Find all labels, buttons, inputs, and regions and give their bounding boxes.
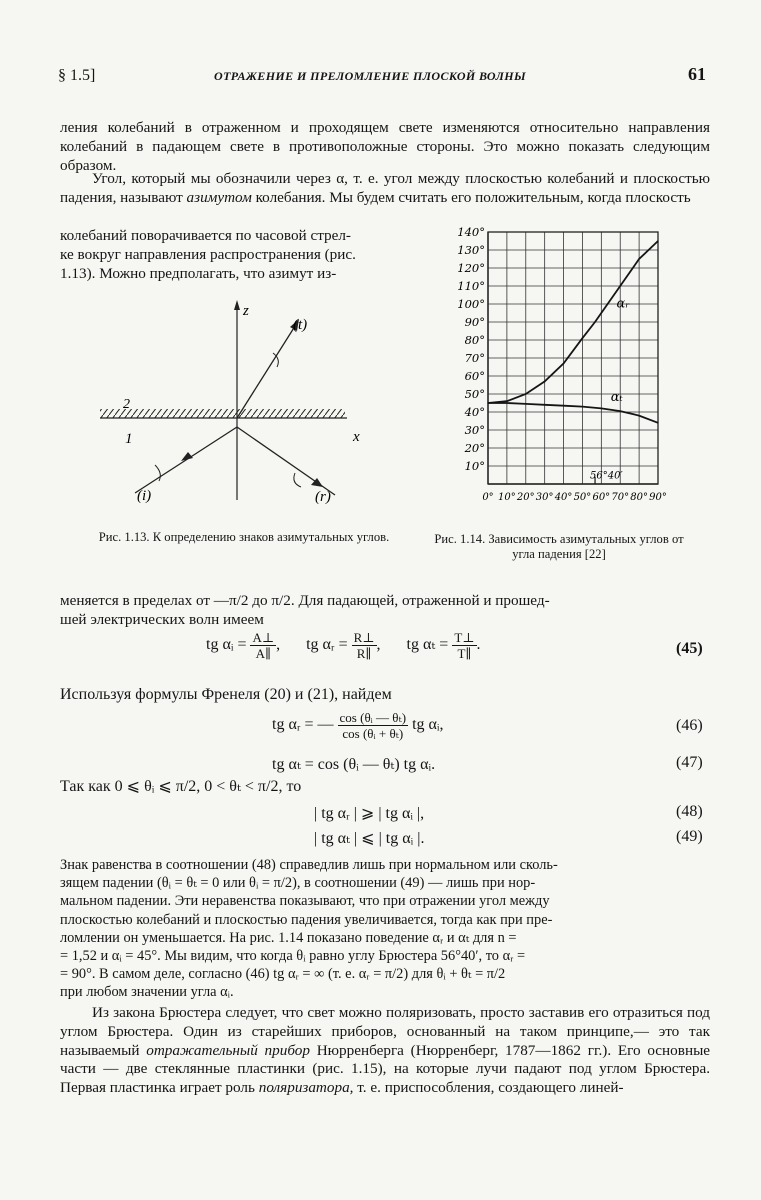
series-point	[639, 258, 640, 259]
series-point	[544, 404, 545, 405]
y-tick-label: 130°	[457, 243, 485, 257]
series-label-alpha-r: αᵣ	[616, 296, 630, 312]
eq46-rhs: tg αᵢ,	[412, 716, 444, 734]
running-title: ОТРАЖЕНИЕ И ПРЕЛОМЛЕНИЕ ПЛОСКОЙ ВОЛНЫ	[214, 69, 527, 83]
label-medium-2: 2	[123, 397, 130, 412]
label-x: x	[353, 429, 360, 445]
paragraph-3-line: шей электрических волн имеем	[60, 610, 264, 628]
paragraph-7-c: т. е. приспособления, создающего линей-	[357, 1079, 624, 1097]
eq45-den-r: R∥	[356, 646, 372, 661]
x-tick-label: 20°	[516, 492, 535, 503]
eq45-den-t: T∥	[457, 646, 472, 661]
y-tick-label: 60°	[464, 369, 485, 383]
series-point	[594, 321, 595, 322]
section-number: § 1.5]	[58, 67, 96, 84]
series-point	[487, 402, 488, 403]
series-point	[563, 405, 564, 406]
side-line: 1.13). Можно предполагать, что азимут из-	[60, 264, 337, 282]
paragraph-1: ления колебаний в отраженном и проходящем свете изменяются относительно направления колебаний в падающем свете в противоположные стороны. Это можно показать следующим образом.	[60, 119, 710, 174]
term-azimuth: азимутом	[186, 188, 252, 206]
paragraph-3	[60, 592, 710, 630]
series-point	[639, 415, 640, 416]
label-ray-i: (i)	[137, 488, 152, 504]
x-tick-label: 60°	[592, 492, 611, 503]
series-point	[563, 363, 564, 364]
paragraph-6-line: при любом значении угла αᵢ.	[60, 984, 234, 1001]
paragraph-6-line: ломлении он уменьшается. На рис. 1.14 показано поведение αᵣ и αₜ для n =	[60, 929, 517, 946]
eq46-den: cos (θᵢ + θₜ)	[342, 726, 404, 741]
series-point	[657, 240, 658, 241]
transmitted-ray	[237, 323, 297, 418]
equation-48: | tg αᵣ | ⩾ | tg αᵢ |,	[314, 805, 425, 822]
eq45-num-r: R⊥	[353, 630, 375, 645]
eq45-num-i: A⊥	[252, 630, 275, 645]
series-point	[582, 338, 583, 339]
y-tick-label: 120°	[457, 261, 485, 275]
y-tick-label: 30°	[464, 423, 485, 437]
paragraph-2-start: Угол, который мы обозначили через α, т. е. угол между плоскостью колебаний и плоскостью падения, называют	[60, 170, 710, 206]
series-point	[544, 381, 545, 382]
paragraph-2-end: колебания. Мы будем считать его положительным, когда плоскость	[255, 188, 691, 206]
brewster-annotation: 56°40′	[590, 470, 623, 482]
equation-45-tag: (45)	[676, 640, 703, 657]
x-tick-label: 40°	[554, 492, 573, 503]
eq46-num: cos (θᵢ — θₜ)	[339, 710, 407, 725]
series-point	[525, 393, 526, 394]
paragraph-7-b: Нюрренберга (Нюрренберг, 1787—1862 гг.). Его основные части — две стеклянные пластинки (рис. 1.15), на которые лучи падают под углом Брюстера. Первая пластинка играет роль	[60, 1041, 711, 1097]
label-ray-r: (r)	[315, 489, 331, 505]
paragraph-4: Используя формулы Френеля (20) и (21), найдем	[60, 686, 392, 703]
series-point	[525, 403, 526, 404]
side-text	[60, 227, 448, 283]
term-reflecting-device: отражательный прибор	[146, 1041, 310, 1059]
figure-1-13	[85, 295, 385, 520]
label-medium-1: 1	[125, 431, 133, 447]
series-point	[506, 401, 507, 402]
eq45-sep-t: .	[476, 636, 481, 654]
eq45-lhs-i: tg αᵢ =	[206, 636, 247, 654]
equation-45	[206, 630, 481, 661]
eq45-frac-t	[452, 630, 476, 661]
eq45-num-t: T⊥	[454, 630, 475, 645]
y-tick-label: 110°	[457, 279, 485, 293]
eq45-den-i: A∥	[255, 646, 271, 661]
caption-figure-1-13: Рис. 1.13. К определению знаков азимутальных углов.	[98, 530, 390, 544]
eq46-frac	[338, 710, 409, 741]
equation-46-tag: (46)	[676, 717, 703, 734]
series-point	[601, 408, 602, 409]
caption-figure-1-14: Рис. 1.14. Зависимость азимутальных углов от угла падения [22]	[434, 532, 684, 561]
y-tick-label: 90°	[464, 315, 485, 329]
equation-47: tg αₜ = cos (θᵢ — θₜ) tg αᵢ.	[272, 756, 436, 773]
rotation-arc-r	[294, 473, 301, 487]
x-tick-label: 30°	[535, 492, 554, 503]
eq45-frac-r	[352, 630, 377, 661]
paragraph-6-line: = 1,52 и αᵢ = 45°. Мы видим, что когда θᵢ равно углу Брюстера 56°40′, то αᵣ =	[60, 948, 526, 965]
side-line: колебаний поворачивается по часовой стрел-	[60, 227, 351, 244]
paragraph-2	[60, 170, 710, 208]
x-tick-label: 0°	[482, 492, 494, 503]
series-point	[657, 422, 658, 423]
eq45-frac-i	[250, 630, 276, 661]
paragraph-6-line: зящем падении (θᵢ = θₜ = 0 или θᵢ = π/2), в соотношении (49) — лишь при нор-	[60, 875, 536, 892]
y-tick-label: 70°	[464, 351, 485, 365]
eq45-lhs-t: tg αₜ =	[406, 636, 449, 654]
eq45-lhs-r: tg αᵣ =	[306, 636, 348, 654]
series-point	[620, 285, 621, 286]
series-label-alpha-t: αₜ	[610, 390, 623, 406]
eq45-sep-r: ,	[376, 636, 381, 654]
y-tick-label: 140°	[457, 225, 485, 239]
eq46-lhs: tg αᵣ = —	[272, 716, 334, 734]
paragraph-6-line: плоскостью колебаний и плоскостью падения увеличивается, тогда как при пре-	[60, 911, 553, 928]
x-tick-label: 50°	[573, 492, 592, 503]
equation-49: | tg αₜ | ⩽ | tg αᵢ |.	[314, 830, 425, 847]
paragraph-6-line: мальном падении. Эти неравенства показывают, что при отражении угол между	[60, 893, 550, 910]
label-ray-t: (t)	[293, 317, 308, 333]
series-point	[506, 402, 507, 403]
y-tick-label: 50°	[464, 387, 485, 401]
paragraph-6-line: = 90°. В самом деле, согласно (46) tg αᵣ = ∞ (т. е. αᵣ = π/2) для θᵢ + θₜ = π/2	[60, 966, 506, 983]
interface-hatching	[100, 409, 345, 418]
incident-ray	[135, 427, 237, 493]
term-polarizer: поляризатора,	[258, 1079, 354, 1097]
paragraph-6-line: Знак равенства в соотношении (48) справедлив лишь при нормальном или сколь-	[60, 857, 558, 873]
series-point	[601, 312, 602, 313]
paragraph-7-a: Из закона Брюстера следует, что свет можно поляризовать, просто заставив его отразиться под углом Брюстера. Один из старейших приборов, основанный на таком принципе,— это так называемый	[60, 1004, 710, 1059]
eq45-sep-i: ,	[276, 636, 281, 654]
y-tick-label: 80°	[464, 333, 485, 347]
side-line: ке вокруг направления распространения (рис.	[60, 245, 356, 263]
x-tick-label: 10°	[498, 492, 516, 503]
paragraph-6	[60, 856, 712, 1002]
series-point	[582, 406, 583, 407]
x-tick-label: 90°	[649, 492, 667, 503]
figure-1-14-chart	[448, 222, 688, 512]
equation-49-tag: (49)	[676, 828, 703, 845]
paragraph-7	[60, 1004, 710, 1098]
y-tick-label: 20°	[464, 441, 485, 455]
label-z: z	[243, 303, 249, 319]
y-tick-label: 40°	[464, 405, 485, 419]
page-number: 61	[688, 64, 706, 84]
x-tick-label: 70°	[611, 492, 630, 503]
z-arrowhead	[234, 300, 240, 310]
equation-46	[272, 710, 444, 741]
paragraph-3-line: меняется в пределах от —π/2 до π/2. Для падающей, отраженной и прошед-	[60, 592, 550, 609]
paragraph-5: Так как 0 ⩽ θᵢ ⩽ π/2, 0 < θₜ < π/2, то	[60, 778, 302, 795]
y-tick-label: 100°	[457, 297, 485, 311]
y-tick-label: 10°	[464, 459, 485, 473]
series-point	[620, 411, 621, 412]
x-tick-label: 80°	[630, 492, 648, 503]
series-line-alpha-t	[488, 403, 658, 423]
equation-48-tag: (48)	[676, 803, 703, 820]
equation-47-tag: (47)	[676, 754, 703, 771]
